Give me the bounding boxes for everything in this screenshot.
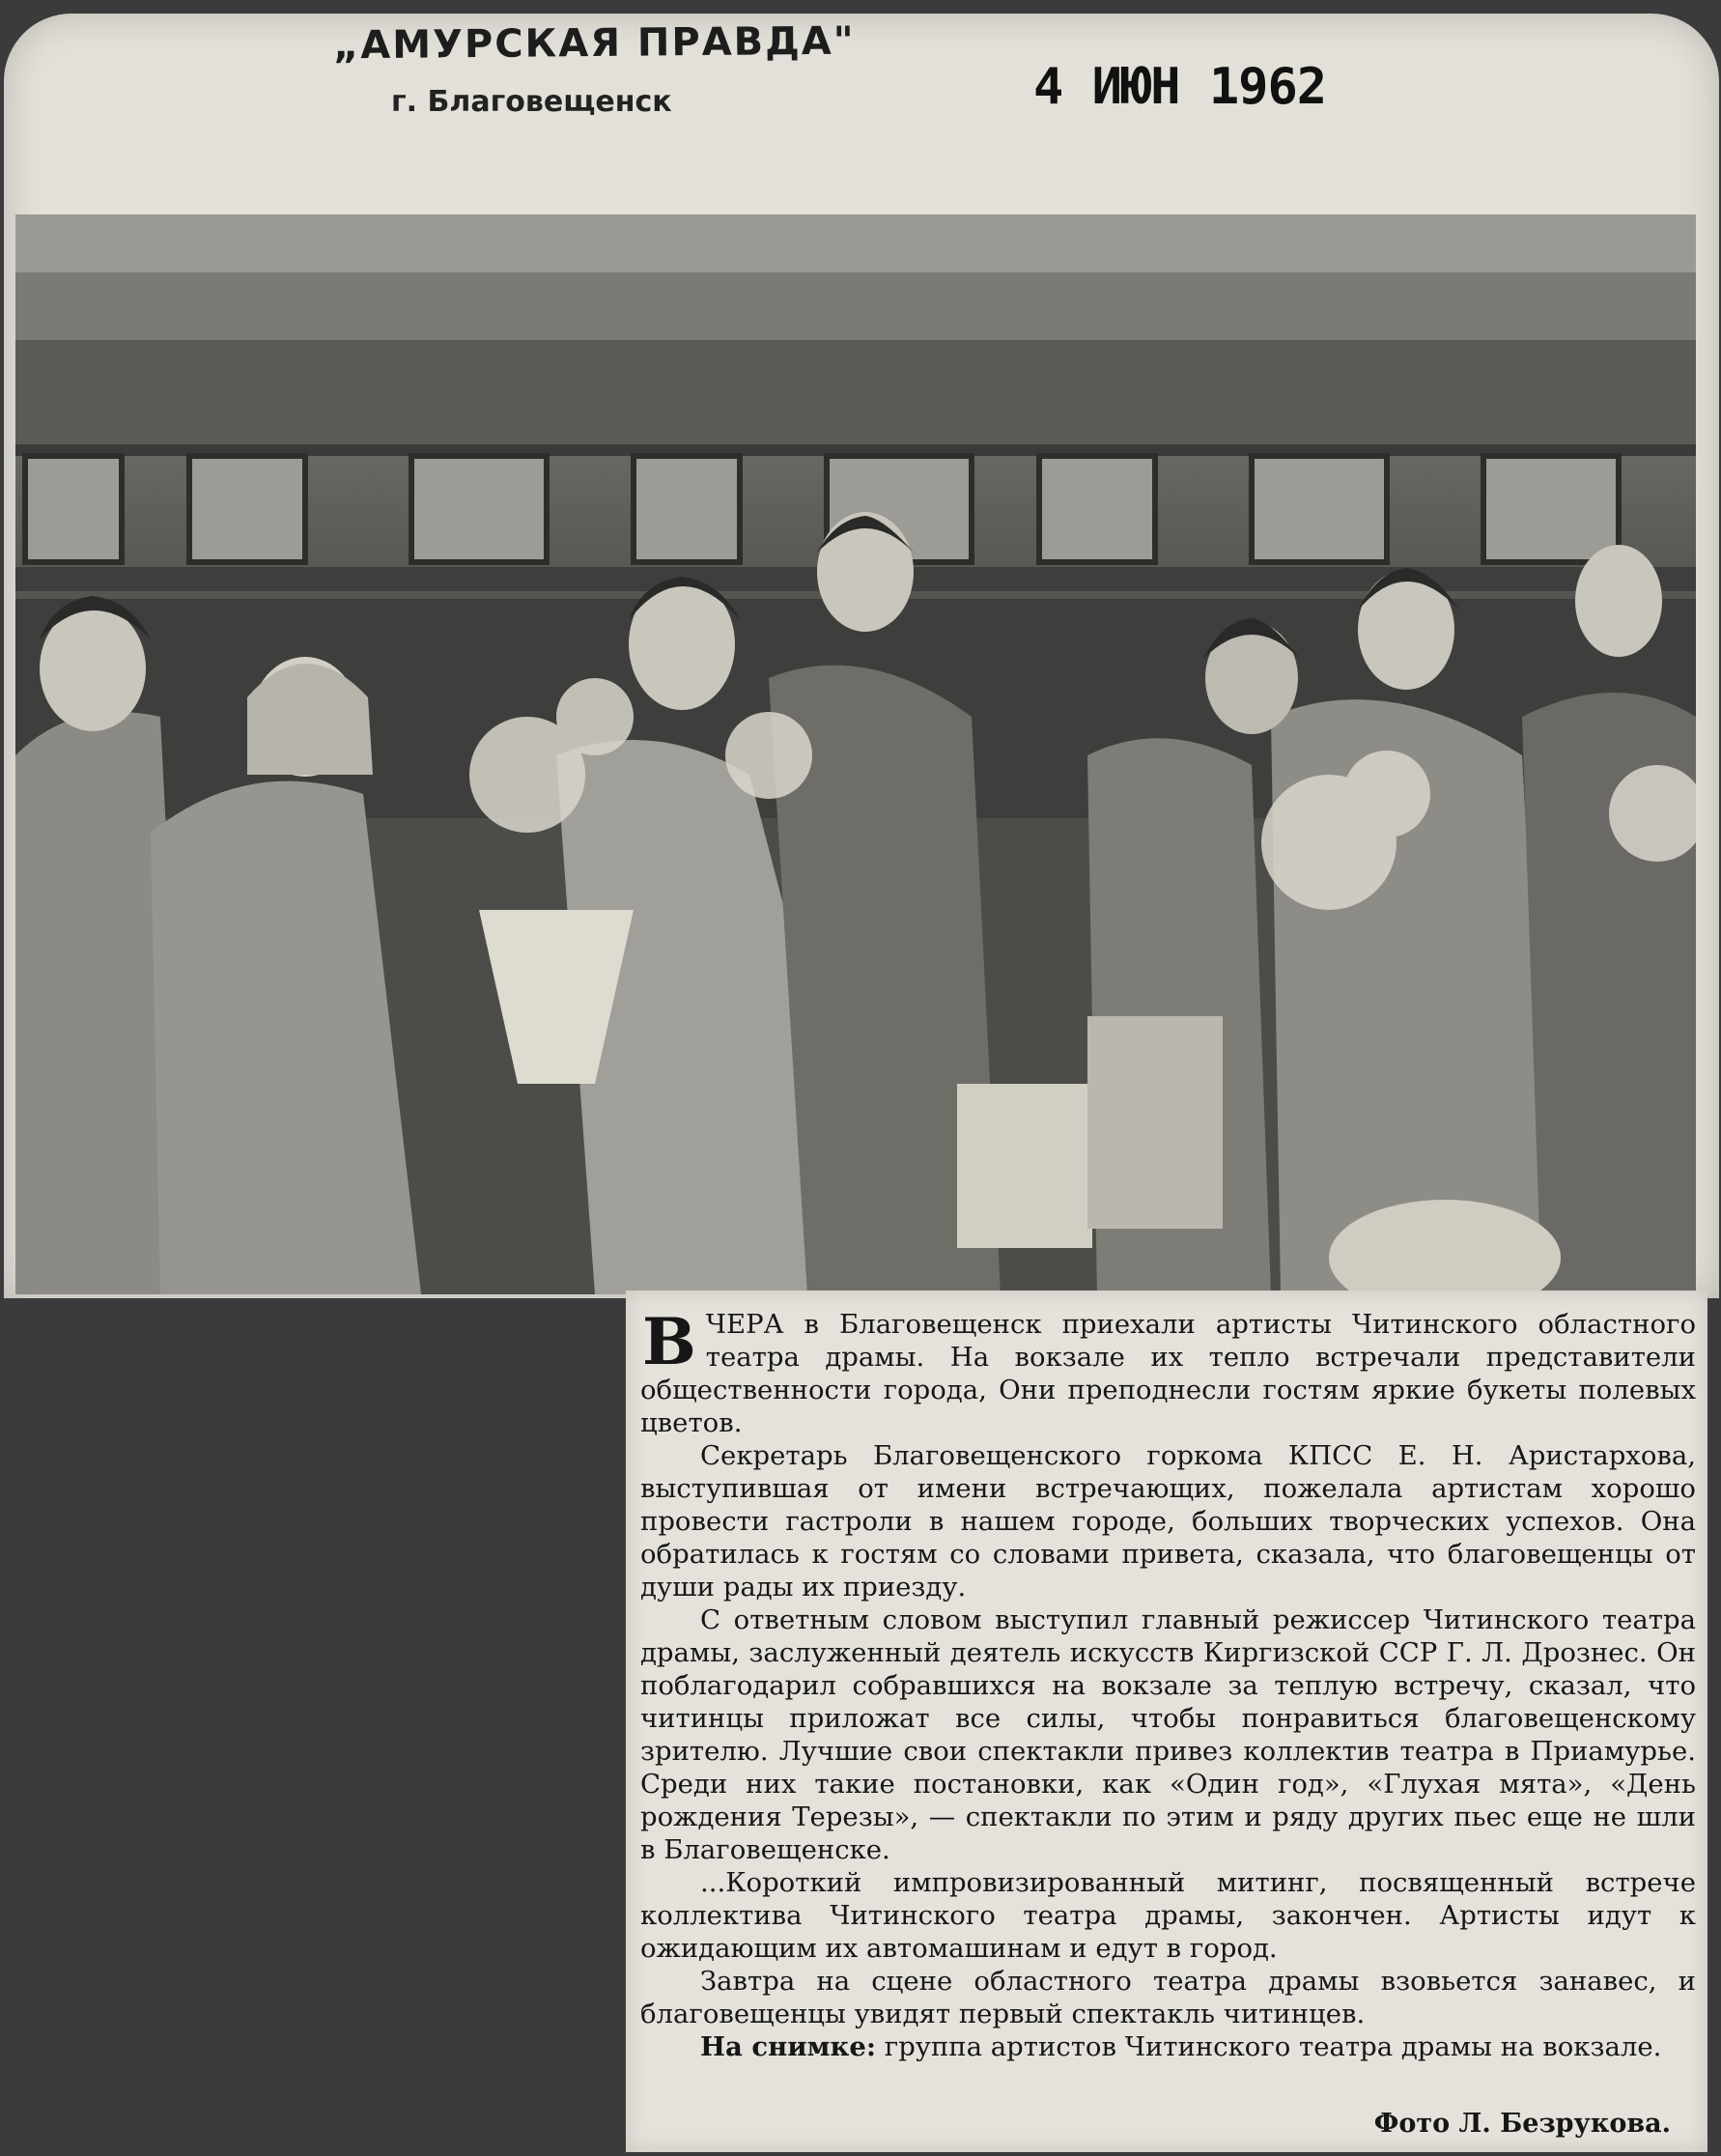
article-lead bbox=[640, 1304, 1696, 1439]
newspaper-city: г. Благовещенск bbox=[391, 85, 672, 119]
dropcap-letter: В bbox=[642, 1304, 696, 1379]
article-paragraph: Завтра на сцене областного театра драмы взовьется занавес, и благовещенцы увидят первый спектакль читинцев. bbox=[640, 1966, 1696, 2029]
caption-label: На снимке: bbox=[700, 2031, 877, 2062]
date-stamp: 4 ИЮН 1962 bbox=[1033, 58, 1327, 116]
photo-icon bbox=[15, 214, 1696, 1294]
photo-credit: Фото Л. Безрукова. bbox=[1373, 2109, 1671, 2139]
caption-text: группа артистов Читинского театра драмы на вокзале. bbox=[876, 2031, 1662, 2062]
newspaper-title: „АМУРСКАЯ ПРАВДА" bbox=[332, 18, 856, 69]
article-body bbox=[640, 1304, 1696, 2063]
article-paragraph: С ответным словом выступил главный режиссер Читинского театра драмы, заслуженный деятель искусств Киргизской ССР Г. Л. Дрознес. Он поблагодарил собравшихся на вокзале за теплую встречу, сказал, что читинцы приложат все силы, чтобы понравиться благовещенскому зрителю. Лучшие свои спектакли привез коллектив театра в Приамурье. Среди них такие постановки, как «Один год», «Глухая мята», «День рождения Терезы», — спектакли по этим и ряду других пьес еще не шли в Благовещенске. bbox=[640, 1604, 1696, 1865]
article-paragraph: Секретарь Благовещенского горкома КПСС Е. Н. Аристархова, выступившая от имени встречающих, пожелала артистам хорошо провести гастроли в нашем городе, больших творческих успехов. Она обратилась к гостям со словами привета, сказала, что благовещенцы от души рады их приезду. bbox=[640, 1440, 1696, 1603]
lead-word: ЧЕРА bbox=[705, 1309, 784, 1340]
news-photo bbox=[15, 214, 1696, 1294]
article bbox=[626, 1291, 1707, 2152]
article-paragraph: ...Короткий импровизированный митинг, посвященный встрече коллектива Читинского театра драмы, закончен. Артисты идут к ожидающим их автомашинам и едут в город. bbox=[640, 1867, 1696, 1964]
photo-caption bbox=[640, 2030, 1696, 2063]
lead-text: в Благовещенск приехали артисты Читинского областного театра драмы. На вокзале их тепло встречали представители общественности города, Они преподнесли гостям яркие букеты полевых цветов. bbox=[640, 1309, 1696, 1438]
